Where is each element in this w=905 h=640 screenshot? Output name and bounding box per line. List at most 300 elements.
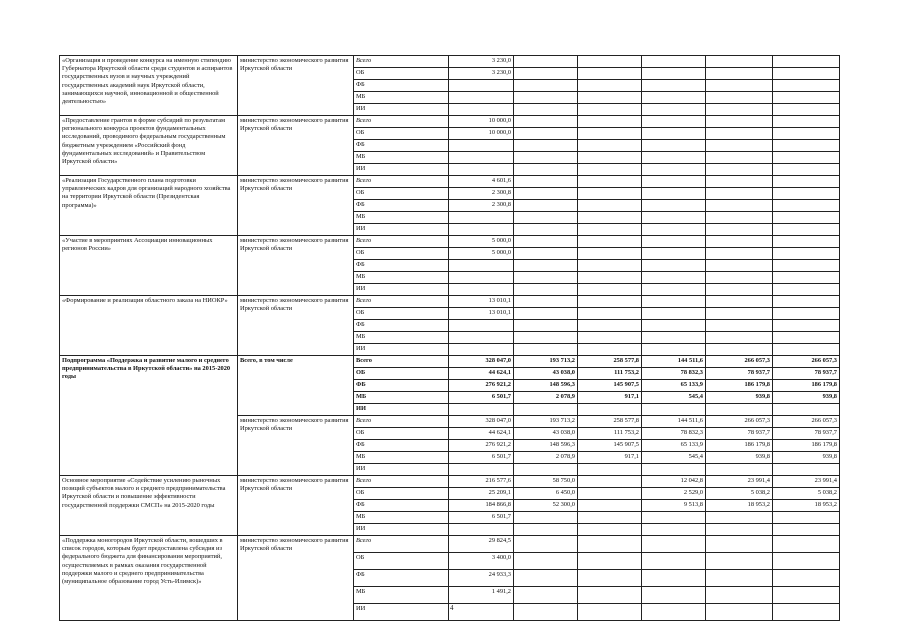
amount-cell (514, 260, 578, 272)
amount-cell (773, 320, 840, 332)
amount-cell (706, 104, 773, 116)
amount-cell (642, 524, 706, 536)
amount-cell: 3 230,0 (449, 68, 514, 80)
amount-cell (773, 152, 840, 164)
amount-cell: 5 000,0 (449, 248, 514, 260)
amount-cell (578, 524, 642, 536)
amount-cell: 5 000,0 (449, 236, 514, 248)
amount-cell: 1 491,2 (449, 587, 514, 604)
amount-cell (514, 296, 578, 308)
amount-cell (514, 524, 578, 536)
amount-cell (773, 200, 840, 212)
funding-source-cell: МБ (354, 452, 449, 464)
amount-cell: 939,8 (706, 392, 773, 404)
funding-source-cell: ФБ (354, 500, 449, 512)
amount-cell (449, 212, 514, 224)
amount-cell (706, 296, 773, 308)
amount-cell (642, 320, 706, 332)
amount-cell: 4 601,6 (449, 176, 514, 188)
amount-cell (578, 200, 642, 212)
amount-cell (773, 524, 840, 536)
table-body (60, 56, 840, 621)
amount-cell: 6 450,0 (514, 488, 578, 500)
amount-cell (642, 604, 706, 621)
table-row (60, 296, 840, 308)
funding-source-cell: МБ (354, 512, 449, 524)
program-name-cell: «Поддержка моногородов Иркутской области, вошедших в список городов, которым будет предоставлена субсидия из федерального бюджета для финансирования мероприятий, осуществляемых в рамках оказания государственной поддержки малого и среднего предпринимательства (муниципальное образование город Усть-Илимск)» (60, 536, 238, 621)
amount-cell: 2 529,0 (642, 488, 706, 500)
amount-cell (642, 464, 706, 476)
amount-cell (514, 536, 578, 553)
amount-cell (514, 404, 578, 416)
amount-cell (578, 152, 642, 164)
amount-cell (514, 68, 578, 80)
program-name-cell: Основное мероприятие «Содействие усилению рыночных позиций субъектов малого и среднего предпринимательства Иркутской области и повышение эффективности государственной поддержки СМСП» на 2015-2020 годы (60, 476, 238, 536)
amount-cell (514, 188, 578, 200)
program-name-cell: «Реализация Государственного плана подготовки управленческих кадров для организаций народного хозяйства на территории Иркутской области (Президентская программа)» (60, 176, 238, 236)
amount-cell: 6 501,7 (449, 392, 514, 404)
amount-cell (578, 308, 642, 320)
amount-cell: 266 057,3 (773, 416, 840, 428)
amount-cell (642, 296, 706, 308)
amount-cell (773, 224, 840, 236)
amount-cell (578, 248, 642, 260)
amount-cell: 44 624,1 (449, 428, 514, 440)
amount-cell: 917,1 (578, 392, 642, 404)
amount-cell: 2 078,9 (514, 452, 578, 464)
amount-cell: 148 596,3 (514, 440, 578, 452)
amount-cell (642, 128, 706, 140)
amount-cell: 145 907,5 (578, 380, 642, 392)
amount-cell (578, 320, 642, 332)
amount-cell (449, 224, 514, 236)
amount-cell (578, 272, 642, 284)
amount-cell (706, 272, 773, 284)
executor-cell: министерство экономического развития Иркутской области (238, 116, 354, 176)
amount-cell (642, 200, 706, 212)
amount-cell (578, 188, 642, 200)
amount-cell (514, 272, 578, 284)
amount-cell (706, 248, 773, 260)
funding-source-cell: ОБ (354, 428, 449, 440)
amount-cell: 276 921,2 (449, 380, 514, 392)
amount-cell (773, 212, 840, 224)
amount-cell (706, 212, 773, 224)
amount-cell (642, 92, 706, 104)
amount-cell: 328 047,0 (449, 356, 514, 368)
amount-cell (578, 587, 642, 604)
amount-cell (706, 56, 773, 68)
amount-cell (773, 260, 840, 272)
amount-cell: 2 300,8 (449, 188, 514, 200)
amount-cell (642, 140, 706, 152)
amount-cell: 258 577,8 (578, 356, 642, 368)
amount-cell (642, 116, 706, 128)
amount-cell (514, 320, 578, 332)
amount-cell (514, 332, 578, 344)
amount-cell (773, 284, 840, 296)
amount-cell (514, 104, 578, 116)
amount-cell: 193 713,2 (514, 356, 578, 368)
amount-cell (514, 553, 578, 570)
amount-cell (773, 68, 840, 80)
amount-cell (449, 404, 514, 416)
amount-cell (514, 604, 578, 621)
amount-cell (578, 212, 642, 224)
amount-cell (706, 260, 773, 272)
funding-source-cell: ИИ (354, 164, 449, 176)
funding-source-cell: ИИ (354, 464, 449, 476)
amount-cell (773, 248, 840, 260)
amount-cell (706, 570, 773, 587)
amount-cell (578, 104, 642, 116)
amount-cell (642, 587, 706, 604)
executor-cell: министерство экономического развития Иркутской области (238, 176, 354, 236)
amount-cell (578, 284, 642, 296)
amount-cell: 13 010,1 (449, 308, 514, 320)
amount-cell (514, 570, 578, 587)
amount-cell (642, 104, 706, 116)
amount-cell (706, 68, 773, 80)
amount-cell: 78 937,7 (773, 428, 840, 440)
amount-cell (642, 284, 706, 296)
amount-cell (706, 464, 773, 476)
amount-cell (578, 604, 642, 621)
amount-cell: 2 300,8 (449, 200, 514, 212)
amount-cell (449, 320, 514, 332)
funding-source-cell: ФБ (354, 260, 449, 272)
amount-cell (706, 200, 773, 212)
table-row (60, 56, 840, 68)
amount-cell (773, 404, 840, 416)
amount-cell (773, 344, 840, 356)
amount-cell (578, 140, 642, 152)
amount-cell (642, 272, 706, 284)
funding-source-cell: МБ (354, 92, 449, 104)
funding-source-cell: ИИ (354, 104, 449, 116)
amount-cell (514, 176, 578, 188)
amount-cell (514, 464, 578, 476)
amount-cell: 545,4 (642, 392, 706, 404)
funding-source-cell: ФБ (354, 380, 449, 392)
funding-source-cell: ФБ (354, 140, 449, 152)
amount-cell (578, 236, 642, 248)
amount-cell: 144 511,6 (642, 416, 706, 428)
amount-cell (514, 224, 578, 236)
amount-cell: 12 042,8 (642, 476, 706, 488)
amount-cell: 18 953,2 (706, 500, 773, 512)
amount-cell: 3 230,0 (449, 56, 514, 68)
page-number: 4 (450, 604, 454, 612)
amount-cell (706, 587, 773, 604)
amount-cell (773, 56, 840, 68)
table-row (60, 176, 840, 188)
amount-cell (642, 553, 706, 570)
amount-cell: 78 937,7 (706, 428, 773, 440)
amount-cell: 186 179,8 (773, 440, 840, 452)
table-row (60, 116, 840, 128)
amount-cell (706, 344, 773, 356)
amount-cell (642, 536, 706, 553)
amount-cell (773, 80, 840, 92)
amount-cell (642, 512, 706, 524)
amount-cell: 65 133,9 (642, 440, 706, 452)
amount-cell (773, 604, 840, 621)
program-name-cell: «Организация и проведение конкурса на именную стипендию Губернатора Иркутской области среди студентов и аспирантов государственных вузов и научных учреждений государственных академий наук Иркутской области, занимающихся научной, инновационной и общественной деятельностью» (60, 56, 238, 116)
amount-cell: 65 133,9 (642, 380, 706, 392)
amount-cell (706, 80, 773, 92)
amount-cell (706, 128, 773, 140)
amount-cell (706, 236, 773, 248)
amount-cell (578, 92, 642, 104)
amount-cell: 939,8 (773, 452, 840, 464)
amount-cell (706, 224, 773, 236)
amount-cell (642, 224, 706, 236)
amount-cell (449, 164, 514, 176)
funding-source-cell: МБ (354, 332, 449, 344)
amount-cell (773, 140, 840, 152)
amount-cell (449, 260, 514, 272)
amount-cell (449, 524, 514, 536)
executor-cell: министерство экономического развития Иркутской области (238, 56, 354, 116)
amount-cell (642, 236, 706, 248)
table-row (60, 476, 840, 488)
amount-cell (773, 587, 840, 604)
amount-cell (642, 152, 706, 164)
amount-cell (578, 500, 642, 512)
amount-cell (514, 236, 578, 248)
amount-cell: 78 832,3 (642, 428, 706, 440)
amount-cell (578, 68, 642, 80)
amount-cell (449, 284, 514, 296)
funding-source-cell: ОБ (354, 308, 449, 320)
amount-cell (578, 80, 642, 92)
amount-cell: 24 933,3 (449, 570, 514, 587)
amount-cell (706, 308, 773, 320)
funding-source-cell: Всего (354, 116, 449, 128)
funding-source-cell: Всего (354, 416, 449, 428)
amount-cell (706, 332, 773, 344)
amount-cell (578, 116, 642, 128)
amount-cell (642, 570, 706, 587)
executor-cell: министерство экономического развития Иркутской области (238, 236, 354, 296)
amount-cell (642, 164, 706, 176)
funding-source-cell: ОБ (354, 248, 449, 260)
amount-cell (706, 604, 773, 621)
amount-cell (773, 536, 840, 553)
amount-cell (773, 553, 840, 570)
amount-cell: 29 824,5 (449, 536, 514, 553)
amount-cell (514, 152, 578, 164)
table-row (60, 236, 840, 248)
amount-cell (514, 212, 578, 224)
amount-cell: 13 010,1 (449, 296, 514, 308)
amount-cell: 6 501,7 (449, 452, 514, 464)
amount-cell: 144 511,6 (642, 356, 706, 368)
funding-source-cell: ФБ (354, 200, 449, 212)
amount-cell: 186 179,8 (706, 440, 773, 452)
amount-cell (642, 332, 706, 344)
amount-cell (706, 320, 773, 332)
amount-cell (449, 140, 514, 152)
executor-cell: Всего, в том числе (238, 356, 354, 416)
amount-cell: 78 832,3 (642, 368, 706, 380)
funding-source-cell: Всего (354, 476, 449, 488)
funding-source-cell: ИИ (354, 284, 449, 296)
amount-cell (449, 104, 514, 116)
amount-cell (578, 488, 642, 500)
program-name-cell: Подпрограмма «Поддержка и развитие малого и среднего предпринимательства в Иркутской области» на 2015-2020 годы (60, 356, 238, 476)
amount-cell (706, 92, 773, 104)
amount-cell: 258 577,8 (578, 416, 642, 428)
program-name-cell: «Участие в мероприятиях Ассоциации инновационных регионов России» (60, 236, 238, 296)
amount-cell (706, 116, 773, 128)
amount-cell: 58 750,0 (514, 476, 578, 488)
amount-cell (514, 140, 578, 152)
amount-cell (578, 404, 642, 416)
amount-cell (514, 56, 578, 68)
amount-cell: 186 179,8 (773, 380, 840, 392)
amount-cell (773, 128, 840, 140)
amount-cell (706, 524, 773, 536)
amount-cell (578, 476, 642, 488)
funding-source-cell: ОБ (354, 68, 449, 80)
amount-cell (773, 176, 840, 188)
amount-cell (773, 92, 840, 104)
amount-cell (642, 404, 706, 416)
amount-cell: 266 057,3 (706, 356, 773, 368)
amount-cell: 193 713,2 (514, 416, 578, 428)
amount-cell (706, 188, 773, 200)
amount-cell (773, 332, 840, 344)
amount-cell: 43 038,0 (514, 428, 578, 440)
funding-source-cell: Всего (354, 296, 449, 308)
budget-table (59, 55, 840, 621)
amount-cell: 266 057,3 (773, 356, 840, 368)
amount-cell (706, 536, 773, 553)
amount-cell: 186 179,8 (706, 380, 773, 392)
amount-cell: 5 038,2 (773, 488, 840, 500)
amount-cell (773, 464, 840, 476)
amount-cell (449, 604, 514, 621)
funding-source-cell: ФБ (354, 80, 449, 92)
amount-cell (578, 176, 642, 188)
amount-cell: 10 000,0 (449, 128, 514, 140)
amount-cell (514, 248, 578, 260)
program-name-cell: «Предоставление грантов в форме субсидий по результатам регионального конкурса проектов фундаментальных исследований, проводимого федеральным государственным бюджетным учреждением «Российский фонд фундаментальных исследований» и Правительством Иркутской области» (60, 116, 238, 176)
funding-source-cell: МБ (354, 272, 449, 284)
amount-cell (706, 553, 773, 570)
amount-cell (449, 80, 514, 92)
amount-cell (773, 512, 840, 524)
amount-cell (642, 68, 706, 80)
funding-source-cell: ФБ (354, 570, 449, 587)
amount-cell: 939,8 (773, 392, 840, 404)
amount-cell (642, 260, 706, 272)
funding-source-cell: МБ (354, 152, 449, 164)
amount-cell (773, 116, 840, 128)
amount-cell (706, 284, 773, 296)
amount-cell: 148 596,3 (514, 380, 578, 392)
funding-source-cell: ИИ (354, 524, 449, 536)
funding-source-cell: ФБ (354, 440, 449, 452)
amount-cell: 939,8 (706, 452, 773, 464)
amount-cell: 43 038,0 (514, 368, 578, 380)
amount-cell (578, 344, 642, 356)
amount-cell (449, 272, 514, 284)
amount-cell: 10 000,0 (449, 116, 514, 128)
amount-cell (578, 332, 642, 344)
funding-source-cell: ОБ (354, 188, 449, 200)
amount-cell: 145 907,5 (578, 440, 642, 452)
executor-cell: министерство экономического развития Иркутской области (238, 296, 354, 356)
amount-cell (449, 332, 514, 344)
executor-cell: министерство экономического развития Иркутской области (238, 536, 354, 621)
funding-source-cell: МБ (354, 587, 449, 604)
amount-cell (514, 512, 578, 524)
amount-cell (578, 536, 642, 553)
amount-cell: 3 400,0 (449, 553, 514, 570)
amount-cell (706, 512, 773, 524)
amount-cell: 917,1 (578, 452, 642, 464)
amount-cell: 5 038,2 (706, 488, 773, 500)
amount-cell: 9 513,8 (642, 500, 706, 512)
amount-cell (578, 512, 642, 524)
funding-source-cell: ИИ (354, 404, 449, 416)
amount-cell: 111 753,2 (578, 428, 642, 440)
amount-cell (578, 296, 642, 308)
amount-cell: 23 991,4 (773, 476, 840, 488)
funding-source-cell: Всего (354, 56, 449, 68)
amount-cell (773, 236, 840, 248)
amount-cell (578, 570, 642, 587)
funding-source-cell: ФБ (354, 320, 449, 332)
amount-cell (514, 80, 578, 92)
amount-cell (642, 188, 706, 200)
amount-cell (514, 116, 578, 128)
amount-cell: 25 209,1 (449, 488, 514, 500)
amount-cell (706, 176, 773, 188)
funding-source-cell: ОБ (354, 488, 449, 500)
amount-cell (514, 308, 578, 320)
amount-cell (514, 344, 578, 356)
amount-cell (706, 164, 773, 176)
amount-cell: 266 057,3 (706, 416, 773, 428)
amount-cell (706, 404, 773, 416)
amount-cell (514, 92, 578, 104)
amount-cell (449, 344, 514, 356)
amount-cell (449, 464, 514, 476)
funding-source-cell: ОБ (354, 368, 449, 380)
amount-cell: 328 047,0 (449, 416, 514, 428)
amount-cell (578, 260, 642, 272)
amount-cell: 52 300,0 (514, 500, 578, 512)
amount-cell (578, 164, 642, 176)
funding-source-cell: ИИ (354, 344, 449, 356)
amount-cell (773, 308, 840, 320)
amount-cell: 276 921,2 (449, 440, 514, 452)
amount-cell (514, 284, 578, 296)
amount-cell (514, 128, 578, 140)
funding-source-cell: Всего (354, 356, 449, 368)
amount-cell (642, 248, 706, 260)
amount-cell: 216 577,6 (449, 476, 514, 488)
funding-source-cell: МБ (354, 392, 449, 404)
funding-source-cell: МБ (354, 212, 449, 224)
amount-cell: 78 937,7 (706, 368, 773, 380)
amount-cell (514, 164, 578, 176)
amount-cell: 44 624,1 (449, 368, 514, 380)
